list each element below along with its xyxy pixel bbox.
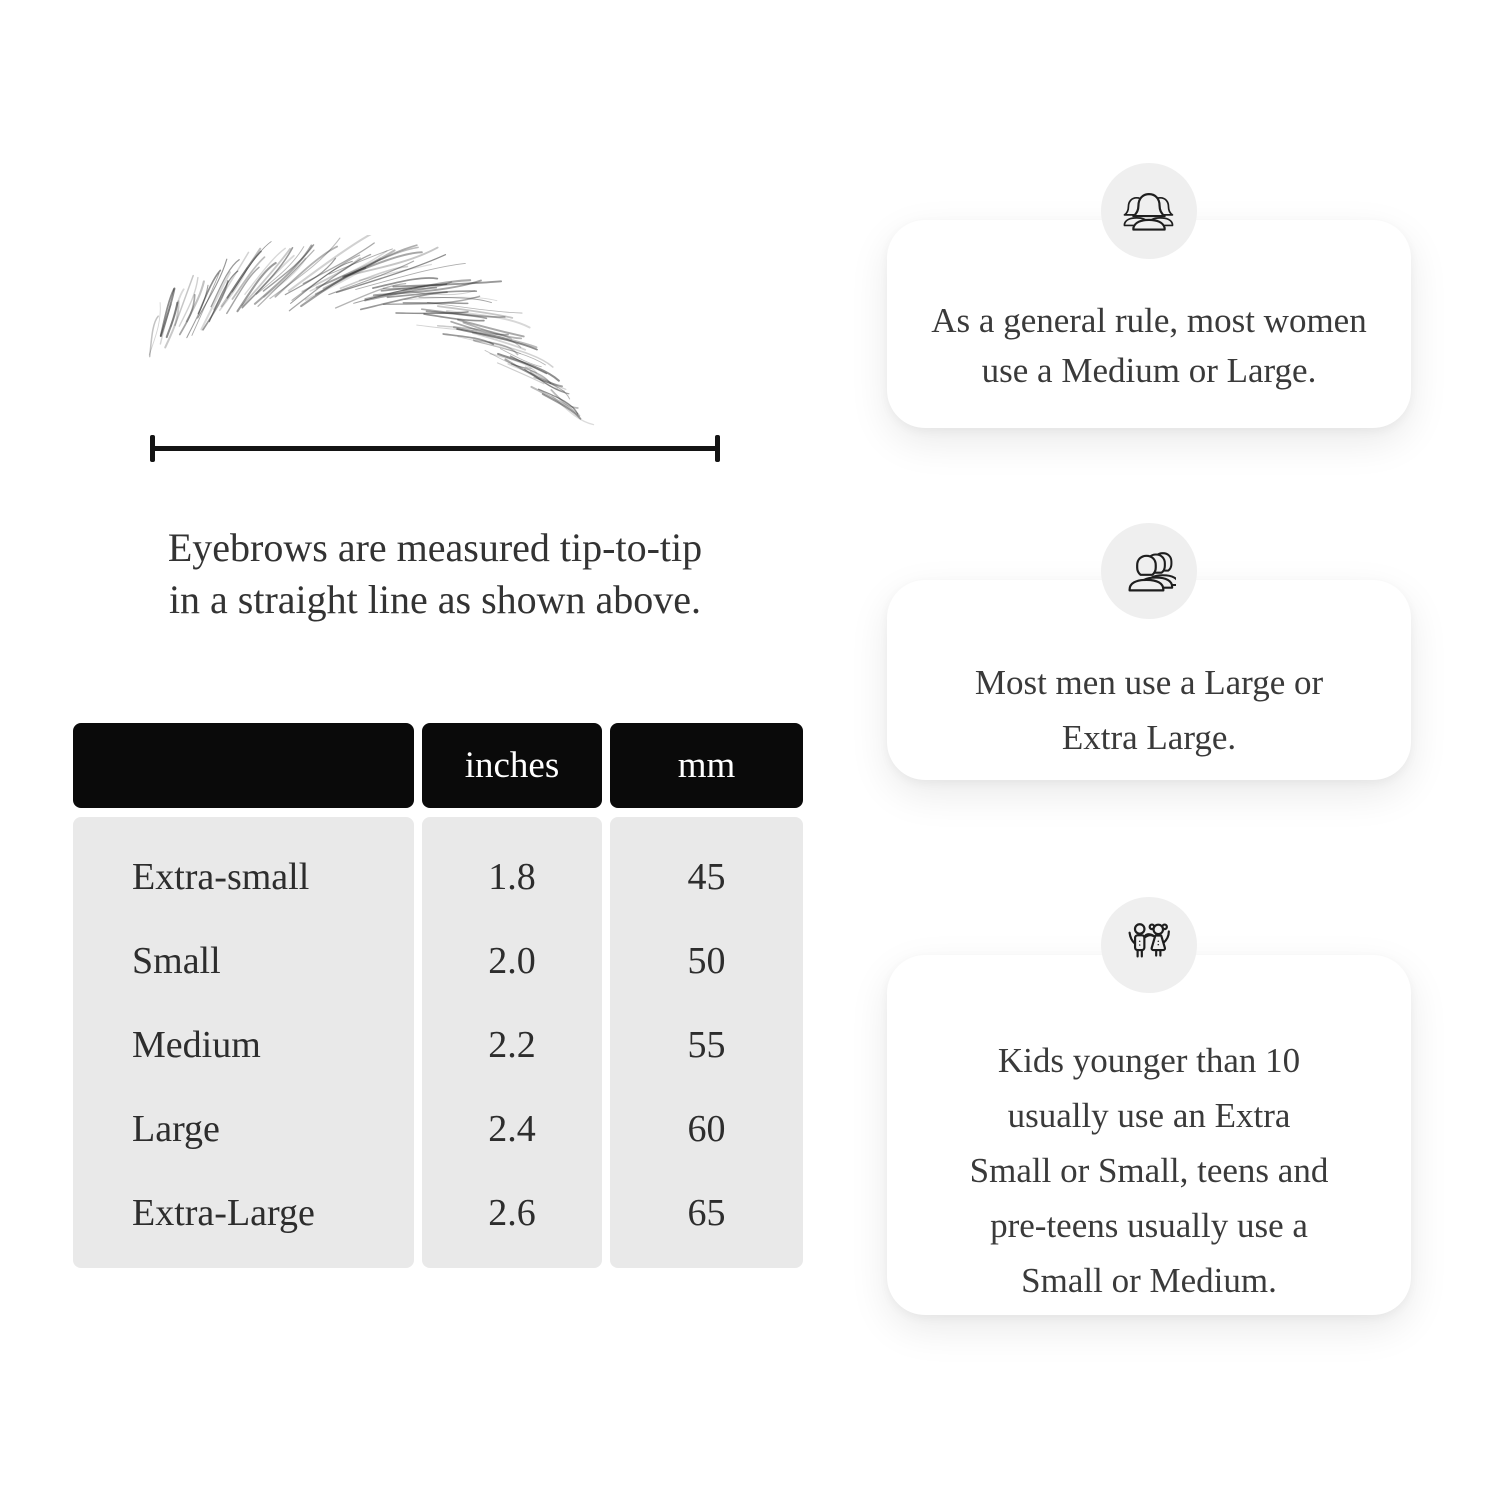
caption-line-2: in a straight line as shown above. bbox=[168, 577, 702, 622]
size-table bbox=[73, 723, 803, 1268]
children-icon bbox=[1122, 918, 1176, 972]
women-icon-circle bbox=[1101, 163, 1197, 259]
measurement-line-left-cap bbox=[150, 435, 155, 462]
card-text-line: Most men use a Large or bbox=[974, 663, 1324, 702]
info-card-kids bbox=[887, 955, 1411, 1315]
card-text-line: Small or Medium. bbox=[1021, 1261, 1277, 1300]
table-cell-inches: 2.4 bbox=[488, 1108, 536, 1150]
card-text-line: Extra Large. bbox=[1061, 718, 1237, 757]
card-text-line: As a general rule, most women bbox=[931, 301, 1367, 340]
table-row-label: Extra-small bbox=[132, 856, 310, 898]
men-icon-circle bbox=[1101, 523, 1197, 619]
measurement-line-right-cap bbox=[715, 435, 720, 462]
table-cell-mm: 55 bbox=[687, 1024, 726, 1066]
table-header-name bbox=[73, 723, 414, 808]
card-text-line: pre-teens usually use a bbox=[990, 1206, 1308, 1245]
table-cell-inches: 2.2 bbox=[488, 1024, 536, 1066]
table-cell-inches: 2.0 bbox=[488, 940, 536, 982]
women-group-icon bbox=[1122, 184, 1176, 238]
card-text-line: Small or Small, teens and bbox=[969, 1151, 1329, 1190]
measurement-caption bbox=[90, 522, 780, 626]
table-cell-inches: 2.6 bbox=[488, 1192, 536, 1234]
table-row-label: Small bbox=[132, 940, 221, 982]
table-column-size-names bbox=[73, 817, 414, 1268]
kids-icon-circle bbox=[1101, 897, 1197, 993]
card-text-line: use a Medium or Large. bbox=[981, 351, 1317, 390]
table-row-label: Extra-Large bbox=[132, 1192, 315, 1234]
table-column-inches bbox=[422, 817, 602, 1268]
table-cell-mm: 60 bbox=[687, 1108, 726, 1150]
table-cell-inches: 1.8 bbox=[488, 856, 536, 898]
eyebrow-illustration bbox=[85, 235, 605, 435]
table-header-inches: inches bbox=[422, 723, 602, 808]
table-cell-mm: 65 bbox=[687, 1192, 726, 1234]
table-column-mm bbox=[610, 817, 803, 1268]
table-row-label: Medium bbox=[132, 1024, 261, 1066]
table-header-mm: mm bbox=[610, 723, 803, 808]
card-text-line: Kids younger than 10 bbox=[997, 1041, 1301, 1080]
table-cell-mm: 45 bbox=[687, 856, 726, 898]
men-group-icon bbox=[1122, 544, 1176, 598]
caption-line-1: Eyebrows are measured tip-to-tip bbox=[167, 525, 703, 570]
card-text-line: usually use an Extra bbox=[1007, 1096, 1291, 1135]
table-cell-mm: 50 bbox=[687, 940, 726, 982]
measurement-line bbox=[150, 446, 720, 451]
table-row-label: Large bbox=[132, 1108, 220, 1150]
